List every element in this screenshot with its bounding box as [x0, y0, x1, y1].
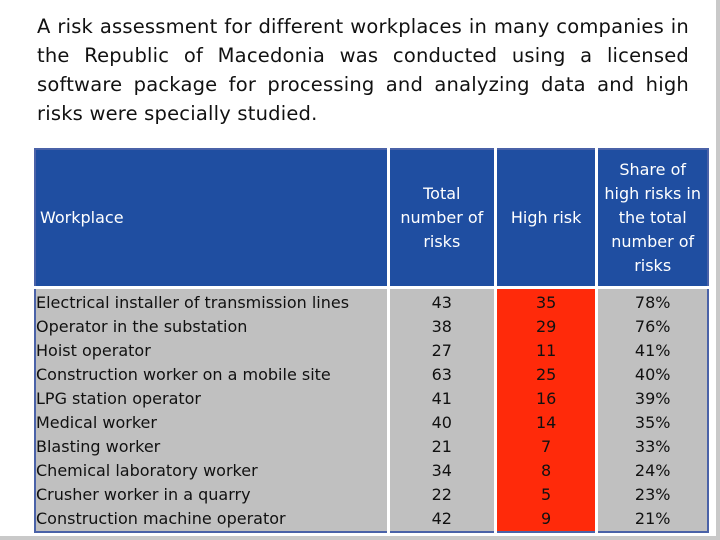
cell-total: 40	[388, 411, 495, 435]
table-row	[35, 387, 708, 411]
cell-total: 22	[388, 483, 495, 507]
table-row	[35, 363, 708, 387]
cell-total: 41	[388, 387, 495, 411]
cell-total: 63	[388, 363, 495, 387]
cell-high-risk: 35	[495, 291, 596, 315]
table-row	[35, 459, 708, 483]
risk-table	[34, 148, 709, 533]
cell-total: 27	[388, 339, 495, 363]
table-row	[35, 315, 708, 339]
cell-high-risk: 16	[495, 387, 596, 411]
cell-high-risk: 11	[495, 339, 596, 363]
cell-share: 35%	[597, 411, 708, 435]
cell-share: 39%	[597, 387, 708, 411]
cell-workplace: Construction machine operator	[35, 507, 388, 532]
header-share-high-risks: Share of high risks in the total number of risks	[597, 149, 708, 288]
table-header-row	[35, 149, 708, 288]
table-row	[35, 411, 708, 435]
cell-workplace: Operator in the substation	[35, 315, 388, 339]
table-row	[35, 435, 708, 459]
cell-workplace: Medical worker	[35, 411, 388, 435]
cell-high-risk: 5	[495, 483, 596, 507]
cell-workplace: Construction worker on a mobile site	[35, 363, 388, 387]
cell-high-risk: 25	[495, 363, 596, 387]
cell-total: 38	[388, 315, 495, 339]
intro-paragraph: A risk assessment for different workplaces in many companies in the Republic of Macedonia was conducted using a licensed software package for processing and analyzing data and high risks were specially studied.	[37, 15, 689, 125]
table-row	[35, 339, 708, 363]
cell-workplace: Crusher worker in a quarry	[35, 483, 388, 507]
table-row	[35, 291, 708, 315]
cell-total: 43	[388, 291, 495, 315]
cell-share: 78%	[597, 291, 708, 315]
cell-workplace: LPG station operator	[35, 387, 388, 411]
cell-workplace: Chemical laboratory worker	[35, 459, 388, 483]
header-high-risk: High risk	[495, 149, 596, 288]
cell-share: 40%	[597, 363, 708, 387]
header-workplace: Workplace	[35, 149, 388, 288]
cell-high-risk: 29	[495, 315, 596, 339]
cell-workplace: Blasting worker	[35, 435, 388, 459]
cell-share: 21%	[597, 507, 708, 532]
cell-workplace: Electrical installer of transmission lines	[35, 291, 388, 315]
cell-high-risk: 9	[495, 507, 596, 532]
cell-total: 21	[388, 435, 495, 459]
cell-total: 34	[388, 459, 495, 483]
header-total-risks: Total number of risks	[388, 149, 495, 288]
cell-workplace: Hoist operator	[35, 339, 388, 363]
cell-share: 33%	[597, 435, 708, 459]
cell-share: 41%	[597, 339, 708, 363]
table-row	[35, 507, 708, 532]
cell-share: 76%	[597, 315, 708, 339]
cell-total: 42	[388, 507, 495, 532]
cell-share: 23%	[597, 483, 708, 507]
cell-high-risk: 14	[495, 411, 596, 435]
table-row	[35, 483, 708, 507]
cell-share: 24%	[597, 459, 708, 483]
cell-high-risk: 7	[495, 435, 596, 459]
cell-high-risk: 8	[495, 459, 596, 483]
